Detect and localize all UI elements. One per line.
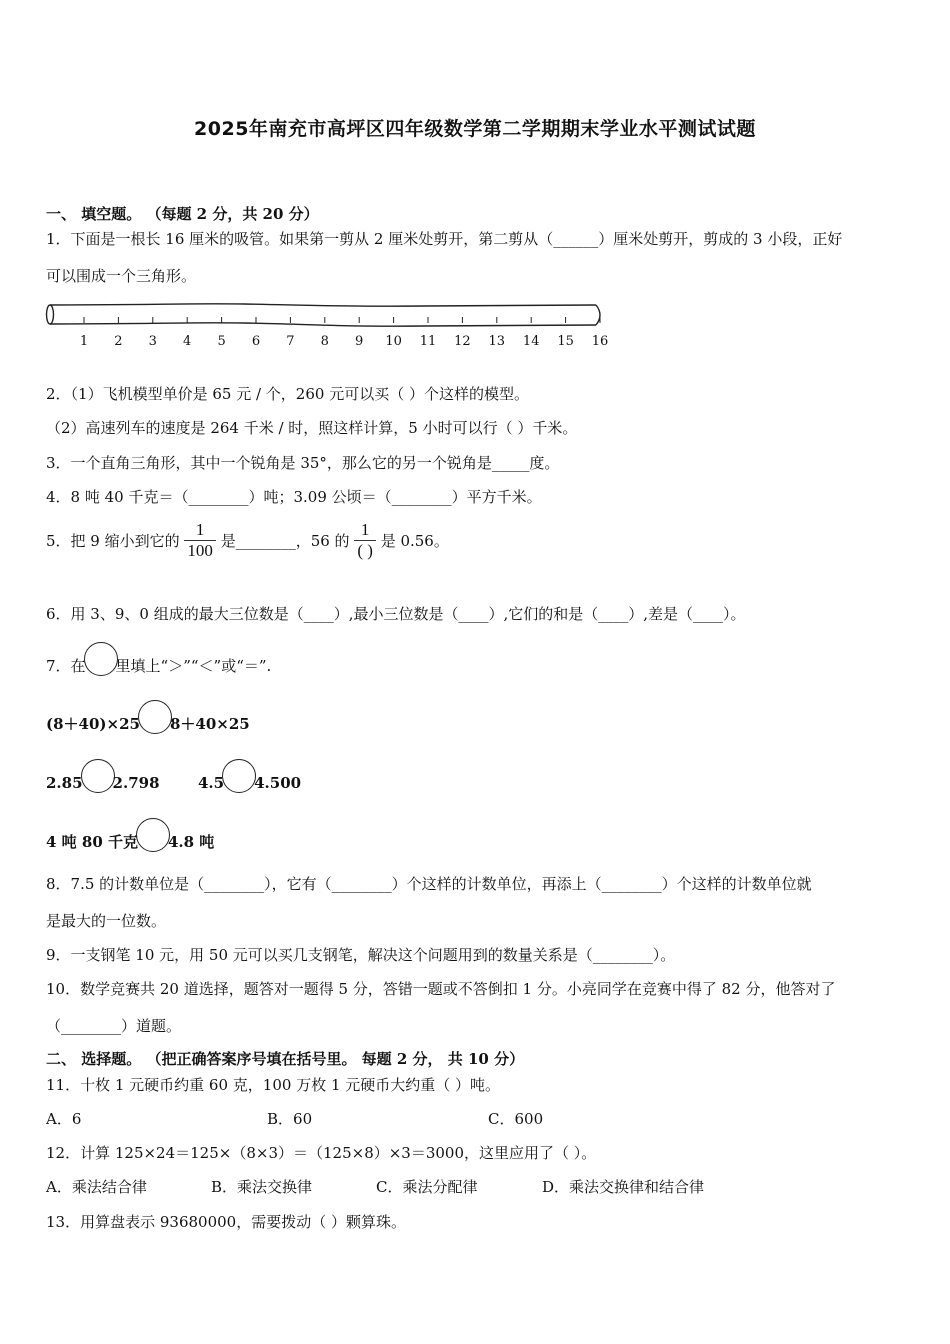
question-8-line-2: 是最大的一位数。 bbox=[46, 912, 167, 930]
question-7-row-2 bbox=[46, 767, 301, 801]
question-5 bbox=[46, 520, 449, 561]
compare-circle-icon[interactable] bbox=[136, 818, 170, 852]
ruler-tick-label: 11 bbox=[419, 334, 437, 349]
question-9: 9．一支钢笔 10 元，用 50 元可以买几支钢笔，解决这个问题用到的数量关系是（________）。 bbox=[46, 946, 676, 964]
fraction-blank bbox=[354, 520, 376, 561]
straw-top-edge bbox=[50, 304, 596, 307]
ruler-tick-label: 2 bbox=[114, 334, 123, 349]
ruler-tick-label: 7 bbox=[286, 334, 295, 349]
fraction-numerator: 1 bbox=[354, 520, 376, 541]
option-b[interactable]: B．乘法交换律 bbox=[211, 1178, 313, 1196]
ruler-tick-label: 5 bbox=[217, 334, 226, 349]
ruler-tick-label: 12 bbox=[454, 334, 471, 349]
question-12: 12．计算 125×24＝125×（8×3）＝（125×8）×3＝3000，这里应用了（ ）。 bbox=[46, 1144, 597, 1162]
section-1-header: 一、 填空题。 （每题 2 分，共 20 分） bbox=[46, 205, 319, 223]
question-12-options bbox=[46, 1176, 704, 1197]
question-1-line-1: 1．下面是一根长 16 厘米的吸管。如果第一剪从 2 厘米处剪开，第二剪从（______）厘米处剪开，剪成的 3 小段，正好 bbox=[46, 230, 843, 248]
expr-right: 2.798 bbox=[112, 774, 160, 792]
straw-right-end bbox=[596, 305, 600, 325]
fraction-denominator: ( ) bbox=[357, 541, 373, 560]
option-c[interactable]: C．乘法分配律 bbox=[376, 1178, 478, 1196]
question-7-row-1 bbox=[46, 708, 250, 742]
ruler-tick-label: 16 bbox=[591, 334, 609, 349]
straw-bottom-edge bbox=[50, 323, 596, 326]
q5-mid: 是________，56 的 bbox=[220, 532, 350, 550]
question-7-instruction bbox=[46, 650, 271, 684]
page-title: 2025年南充市高坪区四年级数学第二学期期末学业水平测试试题 bbox=[194, 118, 756, 140]
ruler-tick-label: 10 bbox=[385, 334, 402, 349]
expr-left: 2.85 bbox=[46, 774, 83, 792]
fraction-denominator: 100 bbox=[187, 541, 213, 560]
section-2-header: 二、 选择题。 （把正确答案序号填在括号里。 每题 2 分， 共 10 分） bbox=[46, 1050, 525, 1068]
ruler-tick-label: 4 bbox=[183, 334, 192, 349]
question-3: 3．一个直角三角形，其中一个锐角是 35°，那么它的另一个锐角是_____度。 bbox=[46, 454, 560, 472]
ruler-tick-label: 9 bbox=[355, 334, 364, 349]
expr-right: 4.8 吨 bbox=[167, 833, 215, 851]
ruler-tick-label: 6 bbox=[251, 334, 261, 349]
q7-suffix: 里填上“＞”“＜”或“＝”. bbox=[115, 657, 272, 675]
expr-right: 4.500 bbox=[254, 774, 302, 792]
compare-circle-icon[interactable] bbox=[222, 759, 256, 793]
compare-circle-icon[interactable] bbox=[81, 759, 115, 793]
straw-left-end bbox=[47, 305, 54, 324]
ruler-tick-label: 3 bbox=[148, 334, 157, 349]
ruler-tick-label: 8 bbox=[320, 334, 329, 349]
question-8-line-1: 8．7.5 的计数单位是（________），它有（________）个这样的计数单位，再添上（________）个这样的计数单位就 bbox=[46, 875, 812, 893]
q5-suffix: 是 0.56。 bbox=[380, 532, 449, 550]
expr-right: 8＋40×25 bbox=[169, 715, 250, 733]
ruler-tick-label: 1 bbox=[79, 334, 89, 349]
option-a[interactable]: A．6 bbox=[46, 1110, 82, 1128]
ruler-tick-label: 15 bbox=[557, 334, 574, 349]
expr-left: (8＋40)×25 bbox=[46, 715, 140, 733]
question-2-part-1: 2．（1）飞机模型单价是 65 元 / 个，260 元可以买（ ）个这样的模型。 bbox=[46, 385, 529, 403]
fraction-numerator: 1 bbox=[184, 520, 216, 541]
straw-ruler-figure bbox=[44, 298, 614, 354]
expr-left: 4.5 bbox=[198, 774, 225, 792]
question-10-line-2: （________）道题。 bbox=[46, 1017, 182, 1035]
question-6: 6．用 3、9、0 组成的最大三位数是（____）,最小三位数是（____）,它们的和是（____）,差是（____）。 bbox=[46, 605, 746, 623]
option-c[interactable]: C．600 bbox=[488, 1110, 544, 1128]
question-11: 11．十枚 1 元硬币约重 60 克，100 万枚 1 元硬币大约重（ ）吨。 bbox=[46, 1076, 501, 1094]
question-13: 13．用算盘表示 93680000，需要拨动（ ）颗算珠。 bbox=[46, 1213, 406, 1231]
question-7-row-3 bbox=[46, 826, 214, 860]
question-2-part-2: （2）高速列车的速度是 264 千米 / 时，照这样计算，5 小时可以行（ ）千米。 bbox=[46, 419, 578, 437]
ruler-tick-label: 14 bbox=[522, 334, 540, 349]
q5-prefix: 5．把 9 缩小到它的 bbox=[46, 532, 180, 550]
question-4: 4．8 吨 40 千克＝（________）吨；3.09 公顷＝（________）平方千米。 bbox=[46, 488, 542, 506]
question-1-line-2: 可以围成一个三角形。 bbox=[46, 267, 197, 285]
question-10-line-1: 10．数学竞赛共 20 道选择，题答对一题得 5 分，答错一题或不答倒扣 1 分。小亮同学在竞赛中得了 82 分，他答对了 bbox=[46, 980, 836, 998]
compare-circle-icon[interactable] bbox=[138, 700, 172, 734]
q7-prefix: 7．在 bbox=[46, 657, 86, 675]
option-d[interactable]: D．乘法交换律和结合律 bbox=[542, 1178, 705, 1196]
question-11-options bbox=[46, 1108, 543, 1129]
fraction-one-hundredth bbox=[184, 520, 216, 561]
option-b[interactable]: B．60 bbox=[267, 1110, 313, 1128]
compare-circle-icon[interactable] bbox=[84, 642, 118, 676]
option-a[interactable]: A．乘法结合律 bbox=[46, 1178, 147, 1196]
expr-left: 4 吨 80 千克 bbox=[46, 833, 138, 851]
ruler-tick-label: 13 bbox=[488, 334, 506, 349]
